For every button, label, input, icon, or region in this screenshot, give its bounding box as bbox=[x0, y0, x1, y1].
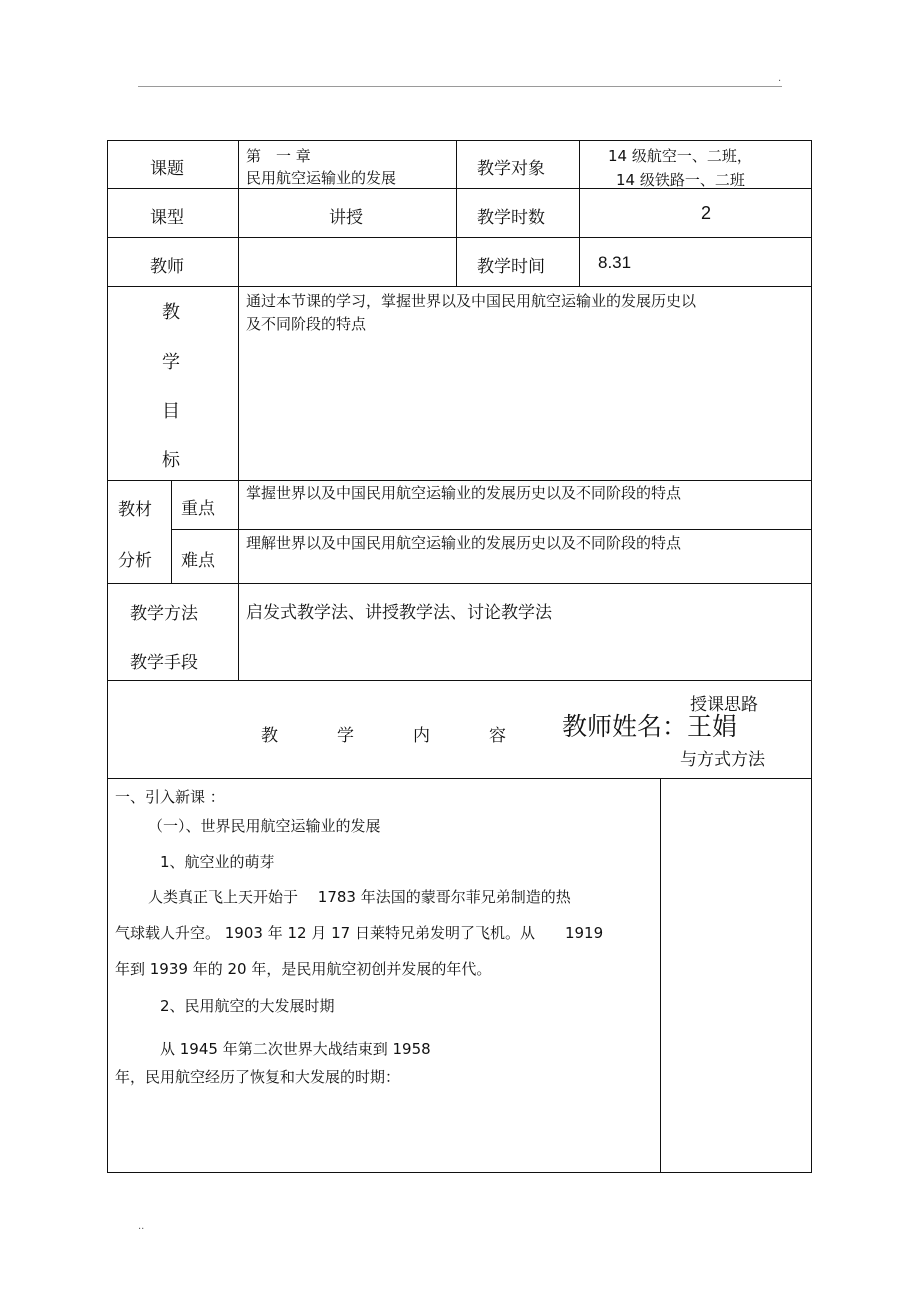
audience-line2: 14 级铁路一、二班 bbox=[616, 171, 745, 189]
paragraph1-line2: 气球载人升空。 1903 年 12 月 17 日莱特兄弟发明了飞机。从 1919 bbox=[115, 924, 604, 942]
footer-dots: .. bbox=[138, 1221, 145, 1232]
content-header-char-2: 学 bbox=[337, 726, 354, 746]
content-header-char-3: 内 bbox=[413, 726, 430, 746]
methods-label-line2: 教学手段 bbox=[130, 653, 198, 673]
content-header-char-1: 教 bbox=[261, 726, 278, 746]
objectives-text-line2: 及不同阶段的特点 bbox=[246, 315, 367, 333]
hours-value: 2 bbox=[701, 203, 712, 223]
approach-label-line2: 与方式方法 bbox=[680, 750, 765, 770]
teacher-label: 教师 bbox=[150, 257, 184, 277]
section1-heading: （一）、世界民用航空运输业的发展 bbox=[148, 817, 381, 835]
key-point-label: 重点 bbox=[181, 499, 215, 519]
paragraph1-line1: 人类真正飞上天开始于 1783 年法国的蒙哥尔菲兄弟制造的热 bbox=[148, 888, 571, 906]
objectives-label-char-2: 学 bbox=[162, 352, 180, 373]
hours-label: 教学时数 bbox=[477, 208, 545, 228]
time-label: 教学时间 bbox=[477, 257, 545, 277]
type-value: 讲授 bbox=[329, 208, 363, 228]
audience-label: 教学对象 bbox=[477, 159, 545, 179]
type-label: 课型 bbox=[150, 208, 184, 228]
corner-dot: . bbox=[778, 73, 782, 84]
content-header-char-4: 容 bbox=[489, 726, 506, 746]
subsection1-heading: 1、航空业的萌芽 bbox=[160, 853, 275, 871]
paragraph2-line2: 年，民用航空经历了恢复和大发展的时期： bbox=[115, 1068, 401, 1086]
analysis-label-top: 教材 bbox=[118, 500, 152, 520]
methods-label-line1: 教学方法 bbox=[130, 604, 198, 624]
objectives-label-char-1: 教 bbox=[162, 302, 180, 323]
methods-text: 启发式教学法、讲授教学法、讨论教学法 bbox=[246, 603, 552, 623]
paragraph1-line3: 年到 1939 年的 20 年，是民用航空初创并发展的年代。 bbox=[115, 960, 492, 978]
audience-line1: 14 级航空一、二班， bbox=[608, 147, 752, 165]
time-value: 8.31 bbox=[598, 253, 632, 272]
paragraph2-line1: 从 1945 年第二次世界大战结束到 1958 bbox=[160, 1040, 431, 1058]
difficult-point-label: 难点 bbox=[181, 551, 215, 571]
objectives-text-line1: 通过本节课的学习，掌握世界以及中国民用航空运输业的发展历史以 bbox=[246, 292, 697, 310]
intro-heading: 一、引入新课 ： bbox=[115, 788, 225, 806]
objectives-label-char-4: 标 bbox=[162, 450, 180, 471]
topic-label: 课题 bbox=[150, 159, 184, 179]
approach-label-line1: 授课思路 bbox=[690, 695, 758, 715]
difficult-point-text: 理解世界以及中国民用航空运输业的发展历史以及不同阶段的特点 bbox=[246, 534, 682, 552]
teacher-name-watermark: 教师姓名：王娟 bbox=[562, 712, 738, 741]
analysis-label-bottom: 分析 bbox=[118, 551, 152, 571]
chapter-number: 第 一 章 bbox=[246, 147, 311, 165]
header-rule bbox=[138, 86, 782, 87]
chapter-title: 民用航空运输业的发展 bbox=[246, 169, 397, 187]
subsection2-heading: 2、民用航空的大发展时期 bbox=[160, 997, 335, 1015]
objectives-label-char-3: 目 bbox=[162, 401, 180, 422]
key-point-text: 掌握世界以及中国民用航空运输业的发展历史以及不同阶段的特点 bbox=[246, 484, 682, 502]
